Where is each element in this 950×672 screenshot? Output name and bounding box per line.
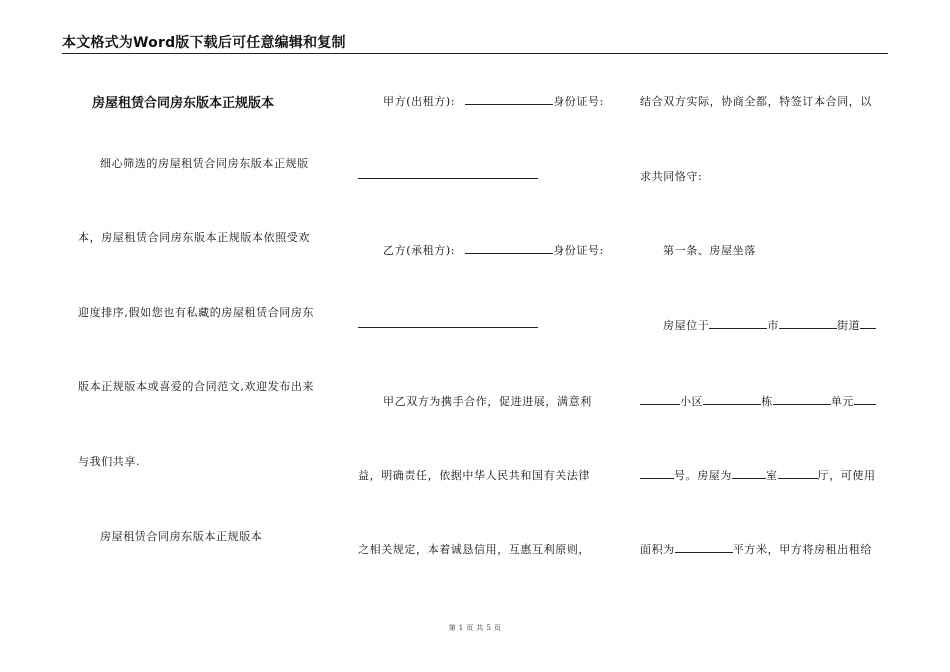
body-line: 迎度排序,假如您也有私藏的房屋租赁合同房东 bbox=[78, 306, 315, 319]
trailing-blank bbox=[854, 394, 876, 405]
street-label: 街道 bbox=[837, 319, 861, 332]
party-a-line bbox=[383, 93, 604, 109]
building-blank bbox=[703, 394, 761, 405]
body-line: 甲乙双方为携手合作，促进进展，满意利 bbox=[383, 395, 592, 408]
room-blank bbox=[732, 468, 766, 479]
party-b-id-blank bbox=[358, 327, 538, 328]
document-header: 本文格式为Word版下载后可任意编辑和复制 bbox=[62, 35, 346, 51]
area-suffix: 平方米，甲方将房租出租给 bbox=[732, 543, 873, 556]
area-prefix: 面积为 bbox=[640, 543, 675, 556]
party-a-label: 甲方(出租方): bbox=[383, 95, 456, 108]
header-rule bbox=[62, 53, 888, 54]
community-label: 小区 bbox=[680, 395, 704, 408]
hall-blank bbox=[778, 468, 818, 479]
address-prefix: 房屋位于 bbox=[663, 319, 710, 332]
party-a-name-blank bbox=[465, 94, 553, 105]
body-line: 本，房屋租赁合同房东版本正规版本依照受欢 bbox=[78, 231, 310, 244]
building-label: 栋 bbox=[761, 395, 773, 408]
page-footer: 第 1 页 共 5 页 bbox=[448, 624, 502, 632]
room-line bbox=[640, 467, 876, 483]
house-number-blank bbox=[640, 468, 674, 479]
body-line: 结合双方实际，协商全都，特签订本合同，以 bbox=[640, 95, 872, 108]
body-line: 房屋租赁合同房东版本正规版本 bbox=[100, 530, 263, 543]
party-b-label: 乙方(承租方): bbox=[383, 244, 456, 257]
room-label: 室 bbox=[766, 469, 778, 482]
city-blank bbox=[709, 318, 767, 329]
city-label: 市 bbox=[767, 319, 780, 332]
community-line bbox=[640, 393, 876, 409]
unit-label: 单元 bbox=[830, 395, 855, 408]
unit-blank bbox=[773, 394, 831, 405]
body-line: 细心筛选的房屋租赁合同房东版本正规版 bbox=[100, 157, 309, 170]
body-line: 版本正规版本或喜爱的合同范文,欢迎发布出来 bbox=[78, 380, 315, 393]
body-line: 益，明确责任，依据中华人民共和国有关法律 bbox=[358, 469, 590, 482]
document-title: 房屋租赁合同房东版本正规版本 bbox=[92, 96, 275, 111]
body-line: 之相关规定，本着诚恳信用，互惠互利原则， bbox=[358, 543, 590, 556]
trailing-blank bbox=[860, 318, 876, 329]
id-number-label: 身份证号: bbox=[553, 95, 604, 108]
party-b-name-blank bbox=[465, 243, 553, 254]
party-b-line bbox=[383, 242, 604, 258]
street-blank bbox=[779, 318, 837, 329]
hall-label: 厅，可使用 bbox=[817, 469, 876, 482]
section-heading: 第一条、房屋坐落 bbox=[663, 244, 756, 257]
number-label: 号。房屋为 bbox=[674, 469, 732, 482]
address-line bbox=[663, 317, 876, 333]
body-line: 求共同恪守: bbox=[640, 170, 703, 183]
body-line: 与我们共享. bbox=[78, 455, 141, 468]
area-blank bbox=[675, 542, 733, 553]
area-line bbox=[640, 541, 872, 557]
community-blank bbox=[640, 394, 680, 405]
party-a-id-blank bbox=[358, 178, 538, 179]
id-number-label: 身份证号: bbox=[553, 244, 604, 257]
